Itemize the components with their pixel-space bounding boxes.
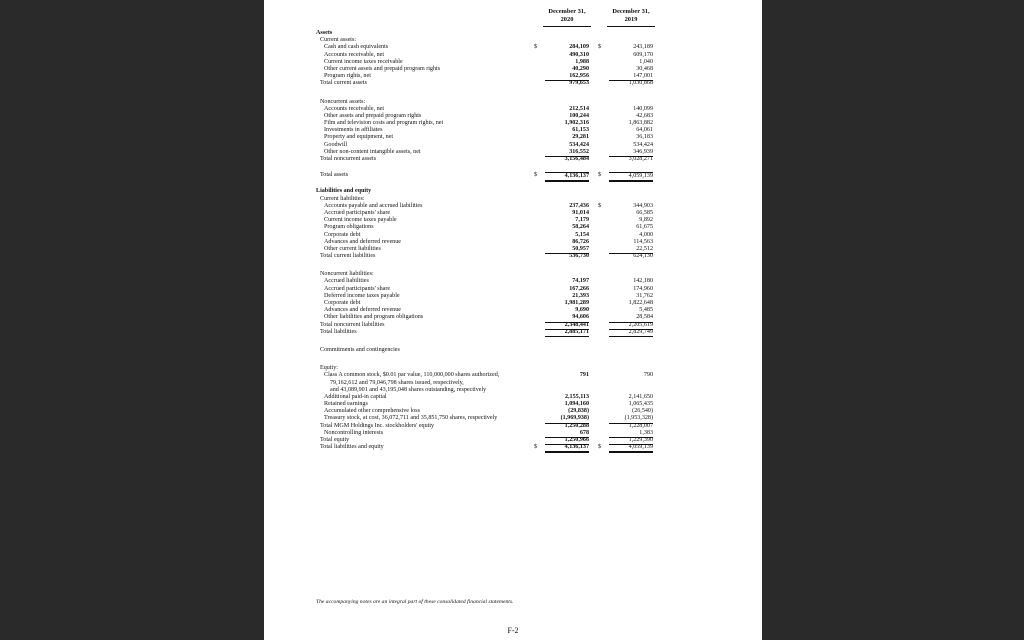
- row-label: Assets: [316, 30, 333, 36]
- statement-row: [316, 44, 756, 51]
- statement-row: [316, 106, 756, 113]
- value-2020: 1,250,966: [545, 437, 589, 445]
- row-label: Total MGM Holdings Inc. stockholders' equity: [320, 422, 435, 429]
- value-2019: 22,512: [609, 246, 653, 254]
- statement-row: [316, 134, 756, 141]
- value-2019: 114,563: [633, 238, 653, 245]
- value-2019: 2,205,619: [609, 322, 653, 330]
- value-2020: 212,514: [569, 105, 589, 112]
- statement-row: [316, 59, 756, 66]
- value-2019: 624,130: [633, 253, 653, 260]
- value-2020: 1,094,160: [564, 401, 589, 408]
- row-label: Advances and deferred revenue: [324, 307, 401, 314]
- statement-row: [316, 203, 756, 210]
- value-2019: 1,383: [609, 430, 653, 438]
- statement-row: [316, 271, 756, 278]
- value-2019: (26,540): [632, 408, 653, 415]
- value-2020: 167,266: [569, 285, 589, 292]
- row-label: Advances and deferred revenue: [324, 238, 401, 245]
- row-label: Total noncurrent assets: [320, 156, 377, 162]
- value-2019: 609,170: [633, 51, 653, 58]
- statement-row: [316, 415, 756, 422]
- value-2020: 29,281: [572, 134, 589, 141]
- row-label: Equity:: [320, 365, 338, 372]
- row-spacer: [316, 179, 756, 188]
- value-2019: 1,863,882: [628, 120, 653, 127]
- row-label: Accounts payable and accrued liabilities: [324, 202, 423, 209]
- statement-row: [316, 142, 756, 149]
- row-spacer: [316, 336, 756, 347]
- currency-symbol-2020: $: [534, 444, 538, 451]
- row-label: Total equity: [320, 437, 350, 443]
- value-2020: (1,969,938): [545, 415, 589, 423]
- row-label: Goodwill: [324, 141, 348, 148]
- value-2020: 162,956: [545, 73, 589, 81]
- row-label: Other current liabilities: [324, 245, 381, 252]
- statement-row: [316, 278, 756, 285]
- row-label: Total current liabilities: [320, 253, 376, 260]
- statement-row: [316, 423, 756, 430]
- value-2019: 1,229,390: [609, 437, 653, 445]
- statement-row: [316, 387, 756, 394]
- statement-row: [316, 188, 756, 195]
- value-2019: 36,183: [636, 134, 653, 141]
- statement-row: [316, 307, 756, 314]
- statement-row: [316, 430, 756, 437]
- row-label: Commitments and contingencies: [320, 346, 400, 353]
- value-2020: 1,981,289: [564, 300, 589, 306]
- currency-symbol-2020: $: [534, 44, 538, 51]
- statement-row: [316, 314, 756, 321]
- value-2020: 284,109: [569, 44, 589, 51]
- value-2020: 791: [579, 372, 589, 379]
- value-2020: 5,154: [575, 231, 589, 238]
- statement-row: [316, 224, 756, 231]
- statement-row: [316, 127, 756, 134]
- value-2019: 142,180: [633, 278, 653, 285]
- value-2020: 61,153: [572, 127, 589, 134]
- row-label: Other current assets and prepaid program rights: [324, 65, 441, 72]
- value-2020: 536,730: [569, 253, 589, 260]
- statement-row: [316, 52, 756, 59]
- row-label: Accrued participants' share: [324, 209, 391, 216]
- row-label: Accrued participants' share: [324, 285, 391, 292]
- row-label: Current income taxes payable: [324, 217, 397, 224]
- value-2019: 1,065,435: [628, 401, 653, 408]
- value-2019: 4,059,139: [609, 444, 653, 453]
- currency-symbol-2019: $: [598, 172, 602, 179]
- row-label: Other non-content intangible assets, net: [324, 148, 421, 155]
- value-2019: 5,485: [639, 307, 653, 314]
- statement-row: [316, 401, 756, 408]
- value-2020: 1,988: [575, 58, 589, 65]
- row-label: and 43,089,901 and 43,195,048 shares outstanding, respectively: [330, 386, 487, 393]
- row-label: Film and television costs and program rights, net: [324, 120, 444, 127]
- value-2020: 100,244: [569, 112, 589, 119]
- value-2019: 140,099: [633, 105, 653, 112]
- value-2019: 2,829,749: [609, 329, 653, 337]
- value-2020: 490,310: [569, 51, 589, 58]
- value-2020: 2,885,171: [545, 329, 589, 337]
- statement-row: [316, 322, 756, 329]
- row-spacer: [316, 354, 756, 365]
- row-label: Program rights, net: [324, 73, 371, 80]
- row-label: Corporate debt: [324, 231, 361, 238]
- row-label: Other liabilities and program obligations: [324, 314, 424, 321]
- value-2019: 1,040: [639, 58, 653, 65]
- value-2020: 21,393: [572, 292, 589, 299]
- column-header-2020: December 31, 2020: [543, 8, 591, 27]
- currency-symbol-2020: $: [534, 172, 538, 179]
- value-2019: 4,000: [639, 231, 653, 238]
- row-label: Other assets and prepaid program rights: [324, 112, 422, 119]
- statement-row: [316, 156, 756, 163]
- value-2019: 790: [643, 372, 653, 379]
- statement-row: [316, 99, 756, 106]
- value-2019: 61,675: [636, 224, 653, 231]
- value-2019: 64,061: [636, 127, 653, 134]
- statement-row: [316, 329, 756, 336]
- row-label: Property and equipment, net: [324, 134, 394, 141]
- row-label: Class A common stock, $0.01 par value, 110,000,000 shares authorized,: [324, 372, 500, 379]
- value-2019: 1,030,868: [628, 80, 653, 87]
- row-spacer: [316, 260, 756, 271]
- statement-row: [316, 444, 756, 451]
- currency-symbol-2019: $: [598, 444, 602, 451]
- statement-row: [316, 239, 756, 246]
- value-2020: 237,436: [569, 202, 589, 209]
- statement-row: [316, 196, 756, 203]
- row-spacer: [316, 163, 756, 172]
- row-label: 79,162,612 and 79,046,798 shares issued, respectively,: [330, 379, 464, 386]
- statement-row: [316, 210, 756, 217]
- value-2019: 344,903: [633, 202, 653, 209]
- value-2019: 174,960: [633, 285, 653, 292]
- row-label: Current liabilities:: [320, 195, 365, 202]
- value-2020: 316,552: [545, 149, 589, 157]
- row-label: Total current assets: [320, 80, 367, 87]
- value-2020: 2,348,441: [545, 322, 589, 330]
- value-2019: 9,892: [639, 217, 653, 224]
- value-2020: 86,726: [572, 238, 589, 245]
- value-2020: 50,957: [545, 246, 589, 254]
- value-2019: 1,228,007: [628, 422, 653, 429]
- value-2019: 346,939: [609, 149, 653, 157]
- value-2020: 40,290: [572, 65, 589, 72]
- column-header-row: [316, 8, 756, 30]
- value-2019: 243,189: [633, 44, 653, 51]
- statement-row: [316, 380, 756, 387]
- footnote: The accompanying notes are an integral part of these consolidated financial statements.: [316, 599, 514, 605]
- statement-rows: [316, 30, 756, 451]
- value-2019: 4,059,139: [609, 172, 653, 182]
- row-label: Noncurrent liabilities:: [320, 271, 374, 278]
- value-2020: 94,606: [545, 314, 589, 322]
- value-2019: 147,001: [609, 73, 653, 81]
- currency-symbol-2019: $: [598, 44, 602, 51]
- column-header-2019: December 31, 2019: [607, 8, 655, 27]
- value-2019: 1,822,648: [628, 300, 653, 306]
- row-label: Accrued liabilities: [324, 278, 369, 285]
- value-2019: 66,585: [636, 209, 653, 216]
- value-2019: 534,424: [633, 141, 653, 148]
- statement-row: [316, 246, 756, 253]
- row-label: Program obligations: [324, 224, 374, 231]
- balance-sheet: [316, 8, 756, 451]
- value-2020: 7,179: [575, 217, 589, 224]
- value-2020: 678: [545, 430, 589, 438]
- value-2019: 2,141,650: [628, 393, 653, 400]
- row-label: Retained earnings: [324, 401, 368, 408]
- value-2020: 74,197: [572, 278, 589, 285]
- row-label: Additional paid-in capital: [324, 393, 387, 400]
- value-2019: 30,468: [636, 65, 653, 72]
- value-2019: 3,028,271: [628, 156, 653, 162]
- value-2020: (29,838): [568, 408, 589, 415]
- row-label: Accumulated other comprehensive loss: [324, 408, 420, 415]
- row-label: Investments in affiliates: [324, 127, 383, 134]
- statement-row: [316, 232, 756, 239]
- statement-row: [316, 120, 756, 127]
- value-2019: 31,762: [636, 292, 653, 299]
- statement-row: [316, 253, 756, 260]
- row-label: Treasury stock, at cost, 36,072,711 and 35,851,750 shares, respectively: [324, 415, 498, 422]
- row-label: Noncurrent assets:: [320, 98, 366, 105]
- value-2019: (1,953,328): [609, 415, 653, 423]
- value-2020: 9,690: [575, 307, 589, 314]
- value-2019: 28,584: [609, 314, 653, 322]
- row-label: Deferred income taxes payable: [324, 292, 400, 299]
- statement-row: [316, 408, 756, 415]
- value-2020: 979,653: [569, 80, 589, 87]
- row-spacer: [316, 88, 756, 99]
- statement-row: [316, 73, 756, 80]
- statement-row: [316, 347, 756, 354]
- value-2020: 58,264: [572, 224, 589, 231]
- statement-row: [316, 217, 756, 224]
- statement-row: [316, 372, 756, 379]
- value-2020: 91,014: [572, 209, 589, 216]
- value-2020: 4,136,137: [545, 172, 589, 182]
- statement-row: [316, 66, 756, 73]
- statement-row: [316, 286, 756, 293]
- page-number: F-2: [507, 626, 519, 635]
- statement-row: [316, 30, 756, 37]
- row-label: Cash and cash equivalents: [324, 44, 389, 51]
- row-label: Total assets: [320, 172, 349, 179]
- row-label: Total liabilities: [320, 328, 357, 335]
- value-2020: 4,136,137: [545, 444, 589, 453]
- row-label: Corporate debt: [324, 300, 361, 306]
- currency-symbol-2019: $: [598, 202, 602, 209]
- row-label: Current income taxes receivable: [324, 58, 403, 65]
- value-2020: 2,155,113: [564, 393, 589, 400]
- value-2020: 1,250,288: [564, 422, 589, 429]
- statement-row: [316, 80, 756, 87]
- row-label: Accounts receivable, net: [324, 51, 385, 58]
- statement-row: [316, 149, 756, 156]
- value-2020: 1,902,316: [564, 120, 589, 127]
- value-2019: 42,683: [636, 112, 653, 119]
- row-label: Total liabilities and equity: [320, 444, 384, 451]
- row-label: Total noncurrent liabilities: [320, 321, 385, 328]
- row-label: Noncontrolling interests: [324, 429, 384, 436]
- statement-row: [316, 394, 756, 401]
- statement-row: [316, 113, 756, 120]
- statement-row: [316, 293, 756, 300]
- row-label: Accounts receivable, net: [324, 105, 385, 112]
- value-2020: 534,424: [569, 141, 589, 148]
- statement-row: [316, 172, 756, 179]
- document-page: [264, 0, 762, 640]
- value-2020: 3,156,484: [564, 156, 589, 162]
- row-label: Liabilities and equity: [316, 188, 372, 195]
- row-label: Current assets:: [320, 37, 357, 44]
